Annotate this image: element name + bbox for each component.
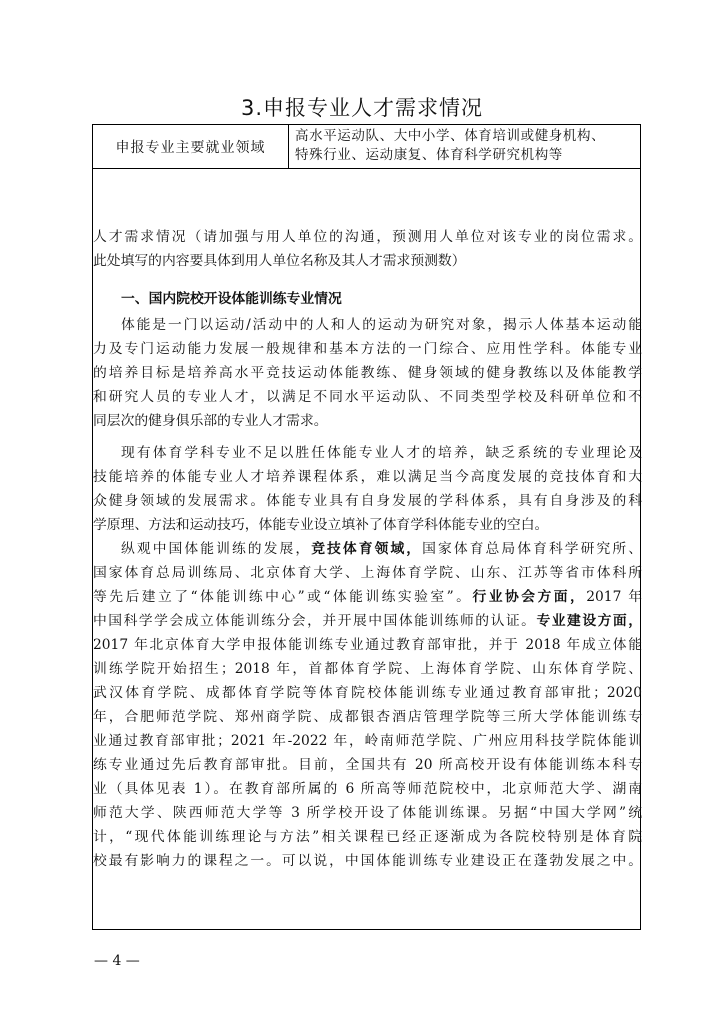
- paragraph-line: [93, 537, 642, 561]
- paragraph-line: 武汉体育学院、成都体育学院等体育院校体能训练专业通过教育部审批；2020: [93, 685, 642, 701]
- demand-intro-line: 人才需求情况（请加强与用人单位的沟通，预测用人单位对该专业的岗位需求。: [93, 229, 642, 245]
- paragraph-line: 学原理、方法和运动技巧，体能专业设立填补了体育学科体能专业的空白。: [93, 517, 549, 533]
- text-span: 等先后建立了“体能训练中心”或“体能训练实验室”。: [93, 589, 473, 605]
- paragraph-line: 同层次的健身俱乐部的专业人才需求。: [93, 413, 328, 429]
- text-span: 中国科学学会成立体能训练分会，并开展中国体能训练师的认证。: [93, 613, 537, 629]
- paragraph-line: 现有体育学科专业不足以胜任体能专业人才的培养，缺乏系统的专业理论及: [121, 445, 642, 461]
- employment-field-line: 特殊行业、运动康复、体育科学研究机构等: [295, 147, 563, 163]
- paragraph-line: 2017 年北京体育大学申报体能训练专业通过教育部审批，并于 2018 年成立体能: [93, 637, 642, 653]
- paragraph-line: [93, 585, 642, 609]
- employment-field-value: [289, 125, 640, 168]
- paragraph-line: 校最有影响力的课程之一。可以说，中国体能训练专业建设正在蓬勃发展之中。: [93, 853, 642, 869]
- demand-intro-line: 此处填写的内容要具体到用人单位名称及其人才需求预测数）: [93, 253, 466, 269]
- demand-content: [93, 225, 642, 873]
- paragraph-line: 和研究人员的专业人才，以满足不同水平运动队、不同类型学校及科研单位和不: [93, 389, 642, 405]
- text-span: 2017 年: [586, 589, 643, 605]
- paragraph-line: 业（具体见表 1）。在教育部所属的 6 所高等师范院校中，北京师范大学、湖南: [93, 781, 642, 797]
- page-number: — 4 —: [94, 953, 140, 969]
- employment-field-row: [93, 125, 640, 169]
- paragraph-line: 的培养目标是培养高水平竞技运动体能教练、健身领域的健身教练以及体能教学: [93, 365, 642, 381]
- paragraph-line: 国家体育总局训练局、北京体育大学、上海体育学院、山东、江苏等省市体科所: [93, 565, 642, 581]
- application-table: [92, 124, 641, 930]
- paragraph-line: 训练学院开始招生；2018 年，首都体育学院、上海体育学院、山东体育学院、: [93, 661, 642, 677]
- page-title: 3.申报专业人才需求情况: [240, 96, 484, 120]
- paragraph-line: 力及专门运动能力发展一般规律和基本方法的一门综合、应用性学科。体能专业: [93, 341, 642, 357]
- bold-phrase: 专业建设方面，: [536, 613, 642, 629]
- paragraph-line: 计，“现代体能训练理论与方法”相关课程已经正逐渐成为各院校特别是体育院: [93, 829, 642, 845]
- paragraph-line: 体能是一门以运动/活动中的人和人的运动为研究对象，揭示人体基本运动能: [121, 317, 642, 333]
- paragraph-line: [93, 609, 642, 633]
- paragraph-line: 练专业通过先后教育部审批。目前，全国共有 20 所高校开设有体能训练本科专: [93, 757, 642, 773]
- text-span: 国家体育总局体育科学研究所、: [422, 541, 643, 557]
- paragraph-line: 年，合肥师范学院、郑州商学院、成都银杏酒店管理学院等三所大学体能训练专: [93, 709, 642, 725]
- paragraph-line: 师范大学、陕西师范大学等 3 所学校开设了体能训练课。另据“中国大学网”统: [93, 805, 642, 821]
- bold-phrase: 行业协会方面，: [472, 589, 587, 605]
- employment-field-label: 申报专业主要就业领域: [93, 125, 289, 168]
- bold-phrase: 竞技体育领域，: [311, 541, 423, 557]
- paragraph-line: 技能培养的体能专业人才培养课程体系，难以满足当今高度发展的竞技体育和大: [93, 469, 642, 485]
- paragraph-line: 众健身领域的发展需求。体能专业具有自身发展的学科体系，具有自身涉及的科: [93, 493, 642, 509]
- section-heading: 一、国内院校开设体能训练专业情况: [121, 291, 342, 307]
- employment-field-line: 高水平运动队、大中小学、体育培训或健身机构、: [295, 128, 606, 144]
- paragraph-line: 业通过教育部审批；2021 年-2022 年，岭南师范学院、广州应用科技学院体能训: [93, 733, 642, 749]
- text-span: 纵观中国体能训练的发展，: [121, 541, 312, 557]
